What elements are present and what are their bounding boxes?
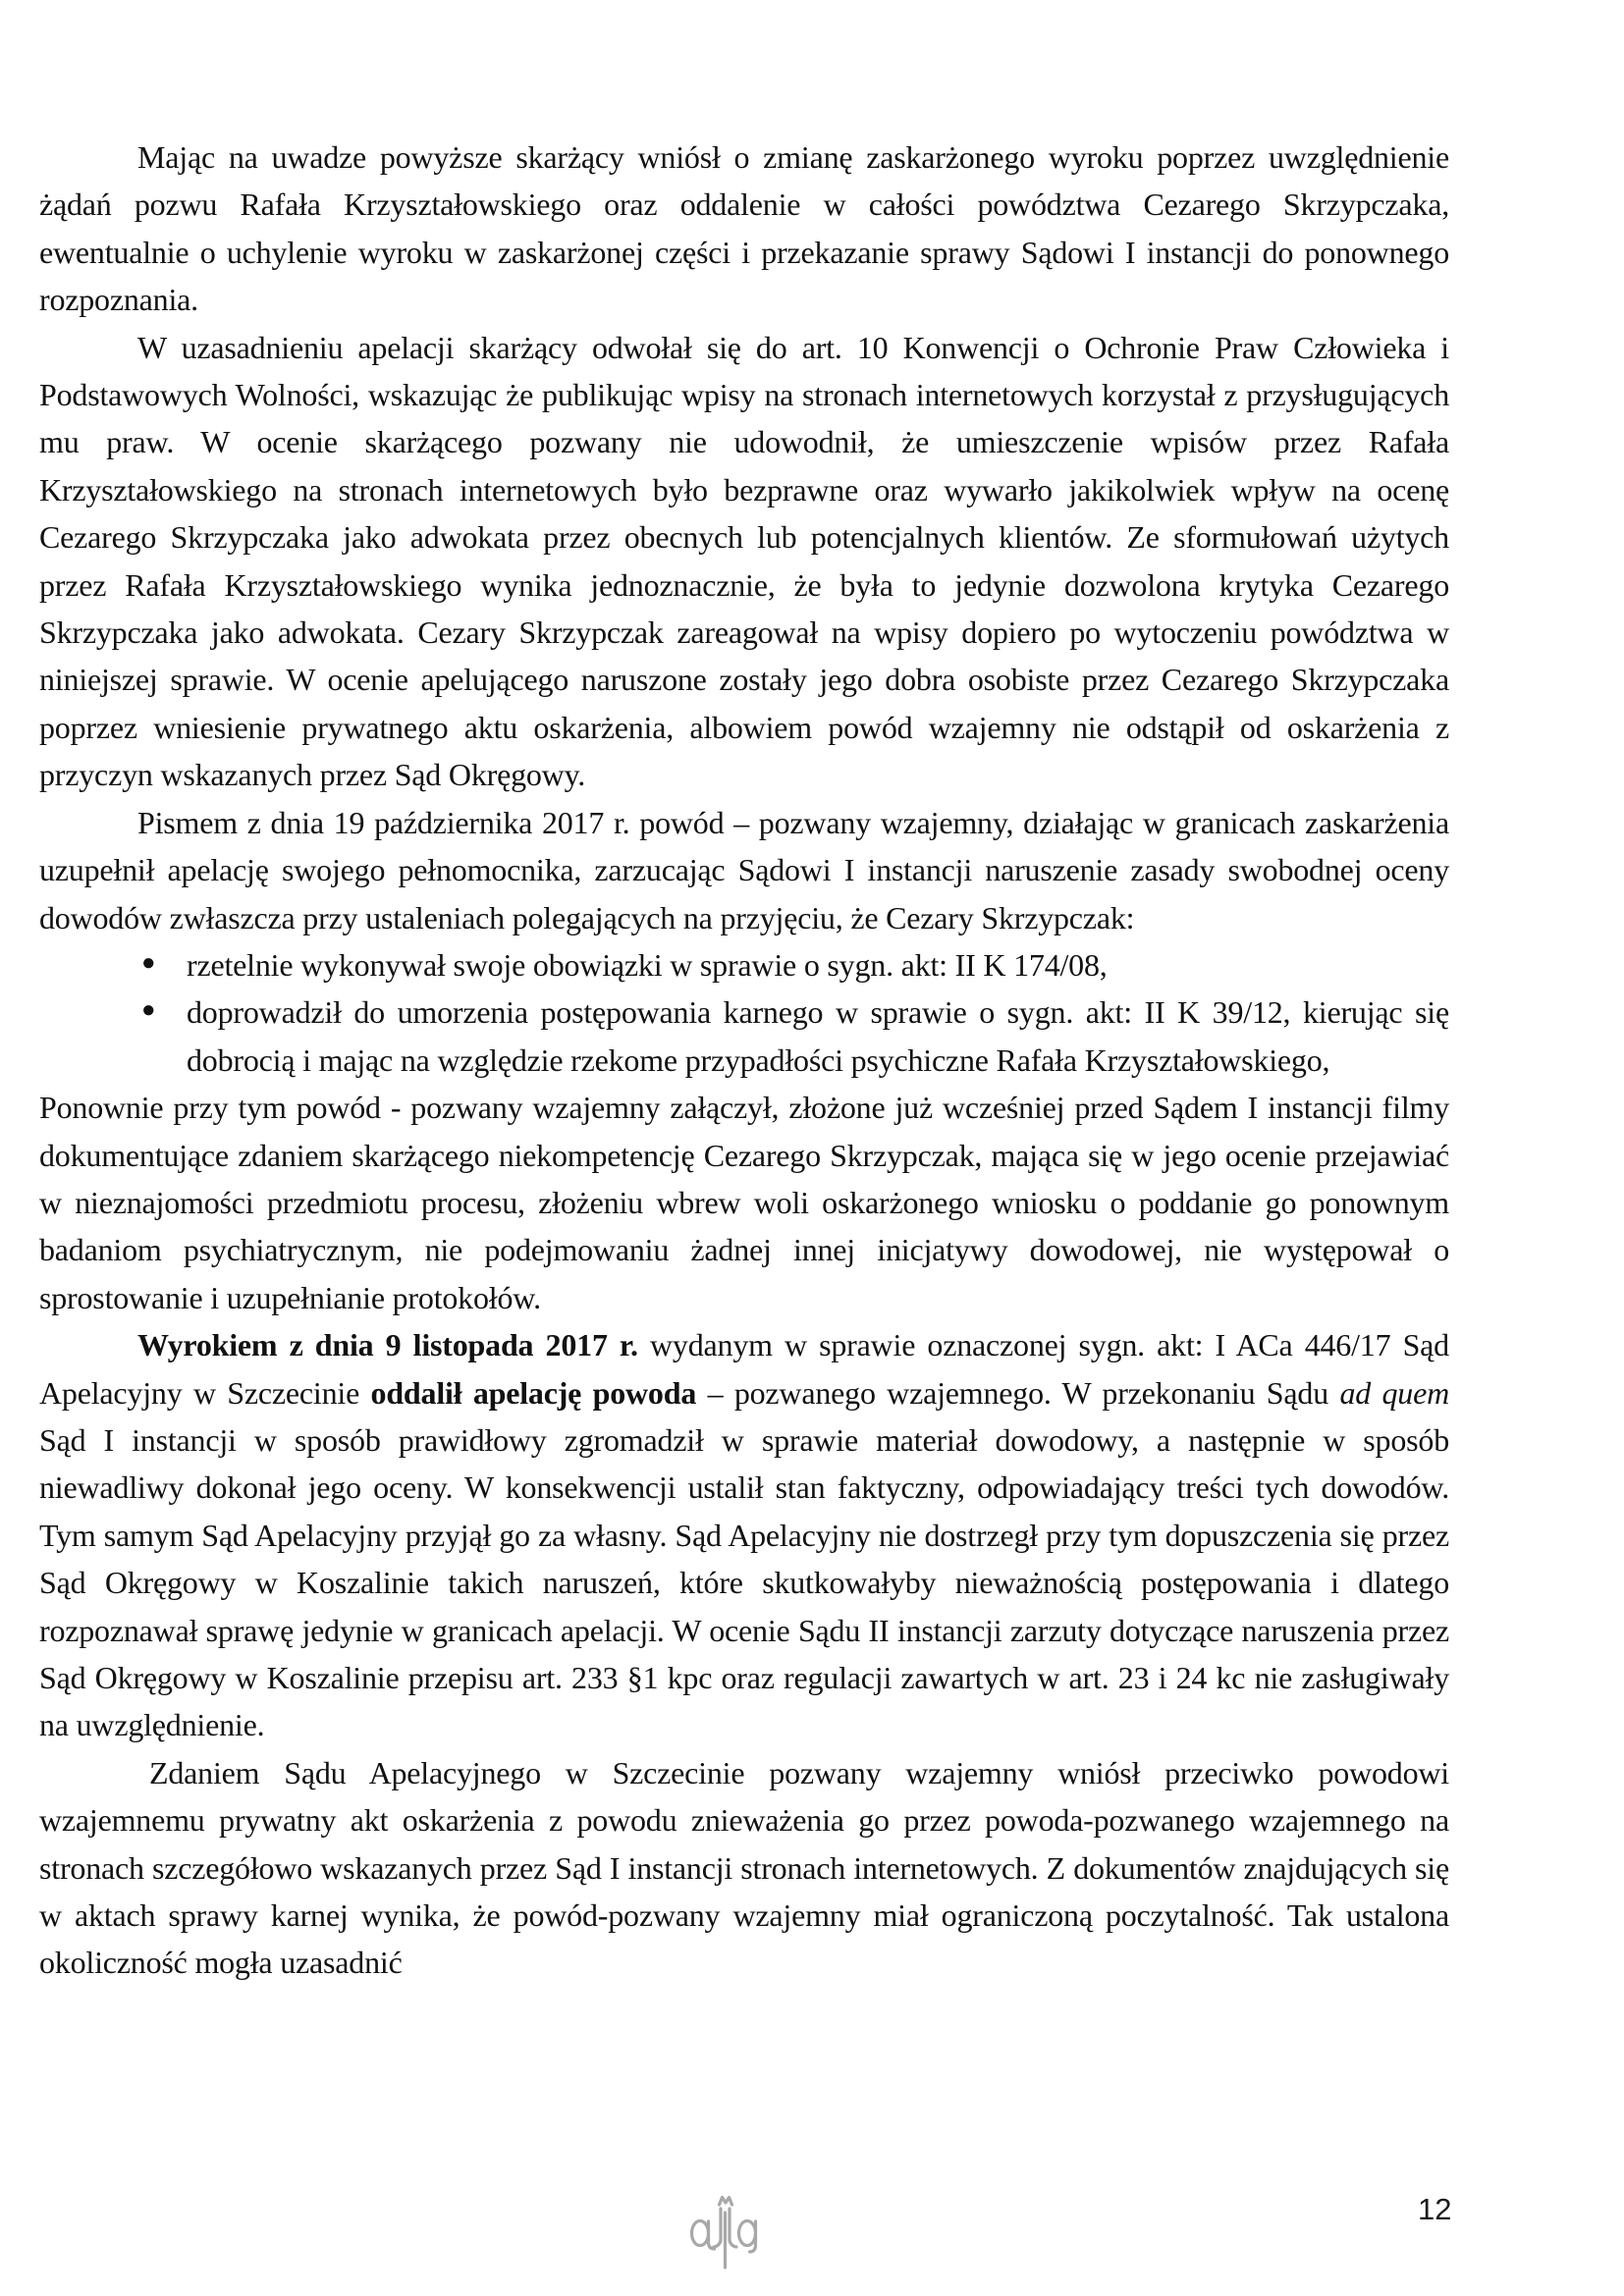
- bullet-item: [137, 988, 1449, 1084]
- paragraph: [39, 1084, 1449, 1321]
- text-segment: Ponownie przy tym powód - pozwany wzajemny załączył, złożone już wcześniej przed Sądem I instancji filmy dokumentujące zdaniem skarżącego niekompetencję Cezarego Skrzypczak, mająca się w jego ocenie przejawiać w nieznajomości przedmiotu procesu, złożeniu wbrew woli oskarżonego wniosku o poddanie go ponownym badaniom psychiatrycznym, nie podejmowaniu żadnej innej inicjatywy dowodowej, nie występował o sprostowanie i uzupełnianie protokołów.: [39, 1090, 1449, 1315]
- text-segment: Zdaniem Sądu Apelacyjnego w Szczecinie pozwany wzajemny wniósł przeciwko powodowi wzajemnemu prywatny akt oskarżenia z powodu znieważenia go przez powoda-pozwanego wzajemnego na stronach szczegółowo wskazanych przez Sąd I instancji stronach internetowych. Z dokumentów znajdujących się w aktach sprawy karnej wynika, że powód-pozwany wzajemny miał ograniczoną poczytalność. Tak ustalona okoliczność mogła uzasadnić: [39, 1754, 1449, 1981]
- text-segment: W uzasadnieniu apelacji skarżący odwołał się do art. 10 Konwencji o Ochronie Praw Człowieka i Podstawowych Wolności, wskazując że publikując wpisy na stronach internetowych korzystał z przysługujących mu praw. W ocenie skarżącego pozwany nie udowodnił, że umieszczenie wpisów przez Rafała Krzyształowskiego na stronach internetowych było bezprawne oraz wywarło jakikolwiek wpływ na ocenę Cezarego Skrzypczaka jako adwokata przez obecnych lub potencjalnych klientów. Ze sformułowań użytych przez Rafała Krzyształowskiego wynika jednoznacznie, że była to jedynie dozwolona krytyka Cezarego Skrzypczaka jako adwokata. Cezary Skrzypczak zareagował na wpisy dopiero po wytoczeniu powództwa w niniejszej sprawie. W ocenie apelującego naruszone zostały jego dobra osobiste przez Cezarego Skrzypczaka poprzez wniesienie prywatnego aktu oskarżenia, albowiem powód wzajemny nie odstąpił od oskarżenia z przyczyn wskazanych przez Sąd Okręgowy.: [39, 329, 1449, 793]
- paragraph: [39, 1749, 1449, 1987]
- court-emblem-icon: [685, 2191, 766, 2269]
- paragraph: [39, 133, 1449, 324]
- paragraph: [39, 324, 1449, 799]
- text-segment: Pismem z dnia 19 października 2017 r. powód – pozwany wzajemny, działając w granicach zaskarżenia uzupełnił apelację swojego pełnomocnika, zarzucając Sądowi I instancji naruszenie zasady swobodnej oceny dowodów zwłaszcza przy ustaleniach polegających na przyjęciu, że Cezary Skrzypczak:: [39, 804, 1449, 935]
- paragraph: [39, 799, 1449, 941]
- document-body: [39, 133, 1449, 1987]
- text-segment: oddalił apelację powoda: [370, 1374, 697, 1411]
- text-segment: Wyrokiem z dnia 9 listopada 2017 r.: [137, 1327, 638, 1363]
- text-segment: Sąd I instancji w sposób prawidłowy zgromadził w sprawie materiał dowodowy, a następnie w sposób niewadliwy dokonał jego oceny. W konsekwencji ustalił stan faktyczny, odpowiadający treści tych dowodów. Tym samym Sąd Apelacyjny przyjął go za własny. Sąd Apelacyjny nie dostrzegł przy tym dopuszczenia się przez Sąd Okręgowy w Koszalinie takich naruszeń, które skutkowałyby nieważnością postępowania i dlatego rozpoznawał sprawę jedynie w granicach apelacji. W ocenie Sądu II instancji zarzuty dotyczące naruszenia przez Sąd Okręgowy w Koszalinie przepisu art. 233 §1 kpc oraz regulacji zawartych w art. 23 i 24 kc nie zasługiwały na uwzględnienie.: [39, 1421, 1449, 1743]
- page-number: 12: [1418, 2192, 1452, 2226]
- text-segment: Mając na uwadze powyższe skarżący wniósł o zmianę zaskarżonego wyroku poprzez uwzględnienie żądań pozwu Rafała Krzyształowskiego oraz oddalenie w całości powództwa Cezarego Skrzypczaka, ewentualnie o uchylenie wyroku w zaskarżonej części i przekazanie sprawy Sądowi I instancji do ponownego rozpoznania.: [39, 139, 1449, 318]
- text-segment: ad quem: [1339, 1374, 1450, 1411]
- text-segment: rzetelnie wykonywał swoje obowiązki w sprawie o sygn. akt: II K 174/08,: [187, 946, 1108, 983]
- paragraph: [39, 1321, 1449, 1749]
- bullet-list: [39, 941, 1449, 1084]
- text-segment: – pozwanego wzajemnego. W przekonaniu Sądu: [696, 1374, 1340, 1411]
- text-segment: doprowadził do umorzenia postępowania karnego w sprawie o sygn. akt: II K 39/12, kierując się dobrocią i mając na względzie rzekome przypadłości psychiczne Rafała Krzyształowskiego,: [187, 994, 1449, 1078]
- text-segment: wydanym w sprawie oznaczonej sygn. akt: I ACa 446/17 Sąd Apelacyjny w Szczecinie: [39, 1327, 1449, 1411]
- bullet-icon: ●: [141, 997, 156, 1024]
- bullet-icon: ●: [141, 949, 156, 976]
- bullet-item: [137, 941, 1449, 988]
